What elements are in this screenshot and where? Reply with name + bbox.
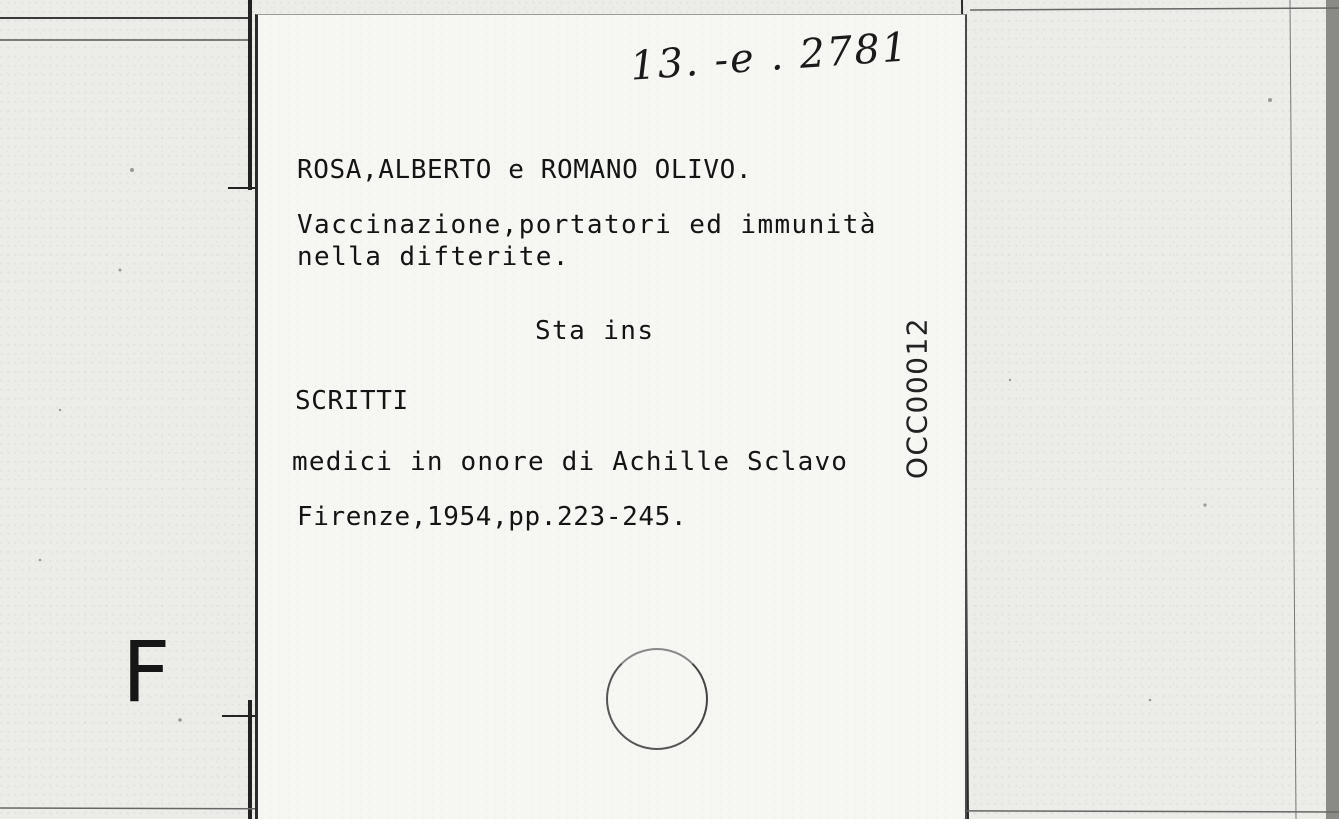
imprint-line: Firenze,1954,pp.223-245. <box>297 502 688 532</box>
title-line-2: nella difterite. <box>297 242 570 272</box>
series-line-2: medici in onore di Achille Sclavo <box>292 447 849 477</box>
title-line-1: Vaccinazione,portatori ed immunità <box>297 210 877 240</box>
inventory-number-stamp: OCC00012 <box>900 316 934 480</box>
card-punch-hole <box>606 648 708 750</box>
shelfmark-handwritten: 13. -e . 2781 <box>628 24 911 90</box>
in-label: Sta ins <box>535 316 655 346</box>
series-line-1: SCRITTI <box>295 386 409 416</box>
drawer-file-letter: F <box>122 623 171 721</box>
author-line: ROSA,ALBERTO e ROMANO OLIVO. <box>297 155 753 185</box>
